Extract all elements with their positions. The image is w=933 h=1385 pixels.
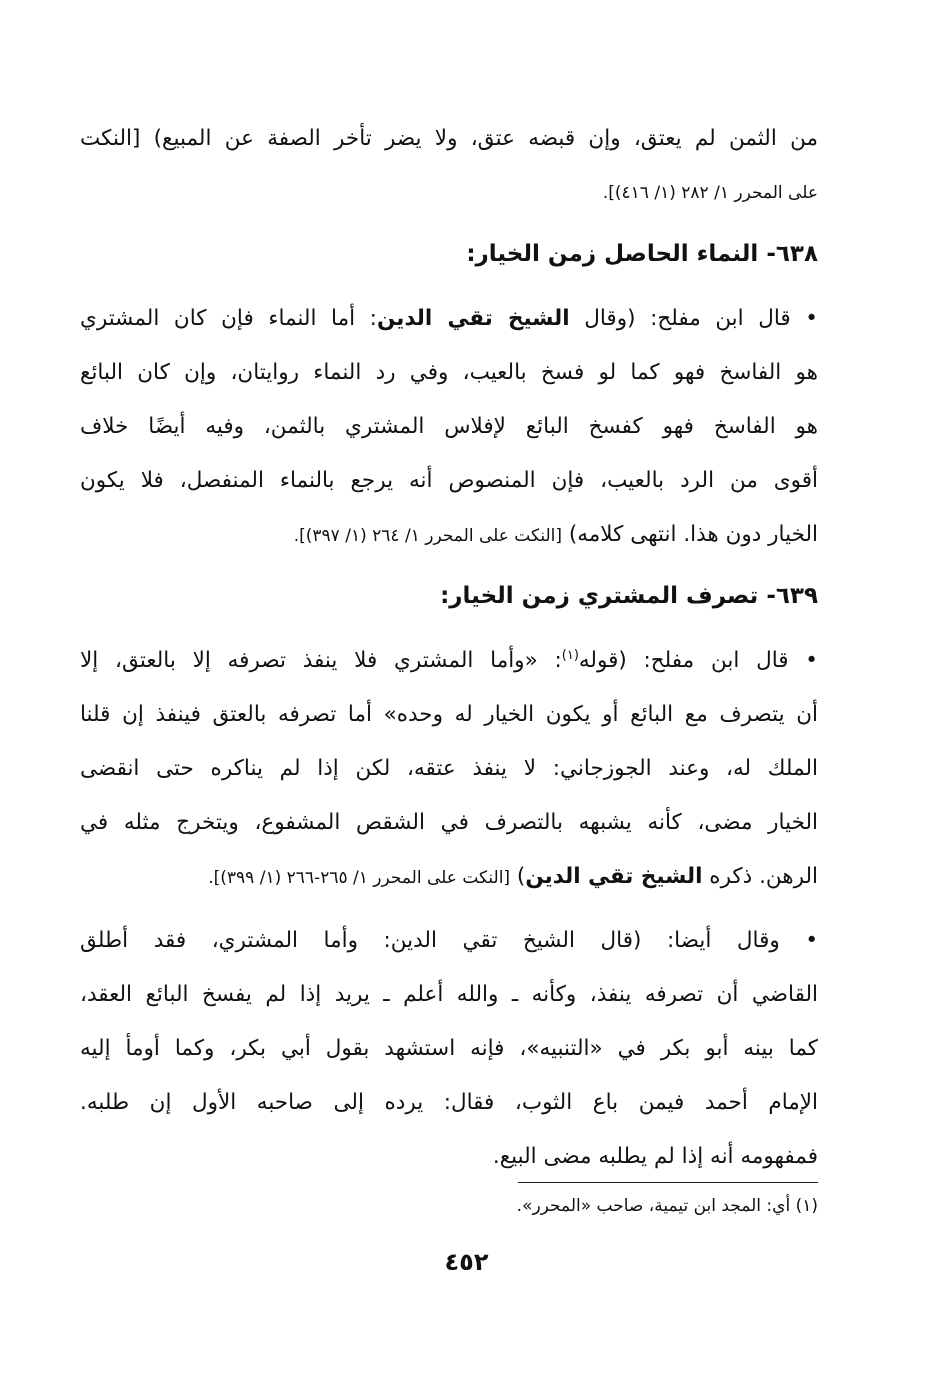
paragraph-line: • وقال أيضا: (قال الشيخ تقي الدين: وأما المشتري، فقد أطلق <box>80 928 818 953</box>
paragraph-line: أقوى من الرد بالعيب، فإن المنصوص أنه يرجع بالنماء المنفصل، فلا يكون <box>80 468 818 493</box>
paragraph-line: هو الفاسخ فهو كفسخ البائع لإفلاس المشتري بالثمن، وفيه أيضًا خلاف <box>80 414 818 439</box>
page-number: ٤٥٢ <box>444 1248 489 1276</box>
paragraph-line: القاضي أن تصرفه ينفذ، وكأنه ـ والله أعلم ـ يريد إذا لم يفسخ البائع العقد، <box>80 982 818 1007</box>
paragraph-line: الملك له، وعند الجوزجاني: لا ينفذ عتقه، لكن إذا لم يناكره حتى انقضى <box>80 756 818 781</box>
paragraph-line: الخيار دون هذا. انتهى كلامه) [النكت على المحرر ١/ ٢٦٤ (١/ ٣٩٧)]. <box>293 522 818 547</box>
paragraph-line: • قال ابن مفلح: (وقال الشيخ تقي الدين: أما النماء فإن كان المشتري <box>80 306 818 331</box>
paragraph-line: الإمام أحمد فيمن باع الثوب، فقال: يرده إلى صاحبه الأول إن طلبه. <box>80 1090 818 1115</box>
intro-line-2: على المحرر ١/ ٢٨٢ (١/ ٤١٦)]. <box>602 183 818 203</box>
section-639-paragraph-1 <box>80 634 818 904</box>
paragraph-line: كما بينه أبو بكر في «التنبيه»، فإنه استشهد بقول أبي بكر، وكما أومأ إليه <box>80 1036 818 1061</box>
paragraph-line: هو الفاسخ فهو كما لو فسخ بالعيب، وفي رد النماء روايتان، وإن كان البائع <box>80 360 818 385</box>
citation: [النكت على المحرر ١/ ٢٦٥-٢٦٦ (١/ ٣٩٩)]. <box>208 868 511 888</box>
citation: [النكت على المحرر ١/ ٢٦٤ (١/ ٣٩٧)]. <box>293 526 563 546</box>
intro-line-1: من الثمن لم يعتق، وإن قبضه عتق، ولا يضر تأخر الصفة عن المبيع) [النكت <box>80 126 818 151</box>
footnote: (١) أي: المجد ابن تيمية، صاحب «المحرر». <box>516 1196 818 1216</box>
section-638-paragraph <box>80 292 818 562</box>
paragraph-line: الرهن. ذكره الشيخ تقي الدين) [النكت على المحرر ١/ ٢٦٥-٢٦٦ (١/ ٣٩٩)]. <box>208 864 818 889</box>
footnote-divider <box>518 1182 818 1183</box>
paragraph-line: • قال ابن مفلح: (قوله$^{(١)}$: «وأما المشتري فلا ينفذ تصرفه إلا بالعتق، إلا <box>80 647 818 673</box>
page-body <box>80 112 818 1184</box>
scholar-name: الشيخ تقي الدين <box>376 306 570 331</box>
paragraph-gap <box>80 904 818 914</box>
section-638-heading: ٦٣٨- النماء الحاصل زمن الخيار: <box>466 241 818 267</box>
scholar-name: الشيخ تقي الدين <box>525 864 703 889</box>
paragraph-line: أن يتصرف مع البائع أو يكون الخيار له وحده» أما تصرفه بالعتق فينفذ إن قلنا <box>80 702 818 727</box>
paragraph-line: الخيار مضى، كأنه يشبهه بالتصرف في الشقص المشفوع، ويتخرج مثله في <box>80 810 818 835</box>
paragraph-line: فمفهومه أنه إذا لم يطلبه مضى البيع. <box>492 1144 818 1169</box>
section-639-paragraph-2 <box>80 914 818 1184</box>
section-639-heading: ٦٣٩- تصرف المشتري زمن الخيار: <box>440 583 818 609</box>
footnote-marker: (١) <box>561 647 579 663</box>
